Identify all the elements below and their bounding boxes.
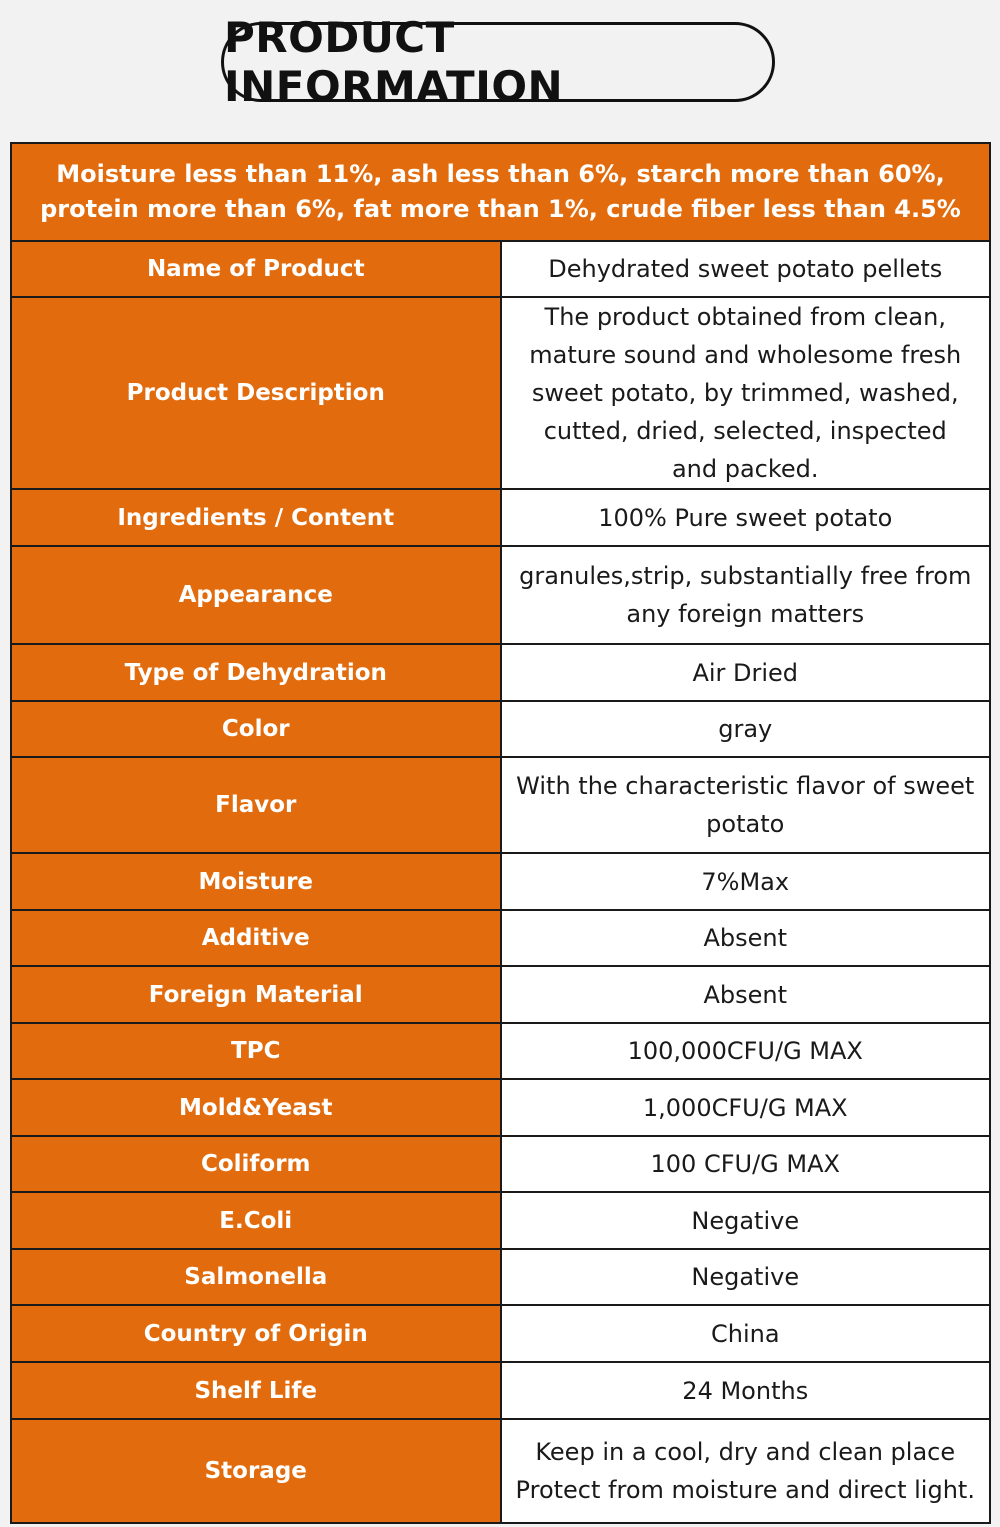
row-label: Moisture (11, 853, 501, 910)
row-label: Color (11, 701, 501, 757)
row-value: 100,000CFU/G MAX (501, 1023, 991, 1079)
row-label: Product Description (11, 297, 501, 489)
table-row (11, 1192, 990, 1249)
row-value: The product obtained from clean, mature sound and wholesome fresh sweet potato, by trimmed, washed, cutted, dried, selected, inspected and packed. (501, 297, 991, 489)
table-row (11, 1249, 990, 1305)
row-label: Foreign Material (11, 966, 501, 1023)
row-value: Absent (501, 910, 991, 966)
row-label: Storage (11, 1419, 501, 1523)
table-row (11, 297, 990, 489)
table-row (11, 1079, 990, 1136)
row-label: Shelf Life (11, 1362, 501, 1419)
table-row (11, 966, 990, 1023)
table-row (11, 1419, 990, 1523)
row-value: Dehydrated sweet potato pellets (501, 241, 991, 297)
row-label: Country of Origin (11, 1305, 501, 1362)
row-value: 100 CFU/G MAX (501, 1136, 991, 1192)
row-label: E.Coli (11, 1192, 501, 1249)
row-value: Absent (501, 966, 991, 1023)
row-label: Additive (11, 910, 501, 966)
table-row (11, 910, 990, 966)
storage-line: Protect from moisture and direct light. (515, 1476, 975, 1504)
table-row (11, 546, 990, 644)
product-spec-table (10, 142, 991, 1524)
table-row (11, 1305, 990, 1362)
row-value: 1,000CFU/G MAX (501, 1079, 991, 1136)
row-value: China (501, 1305, 991, 1362)
row-value: gray (501, 701, 991, 757)
row-value: 24 Months (501, 1362, 991, 1419)
table-row (11, 701, 990, 757)
page-header (0, 0, 1000, 130)
row-label: Appearance (11, 546, 501, 644)
row-label: Name of Product (11, 241, 501, 297)
row-value (501, 1419, 991, 1523)
banner-row (11, 143, 990, 241)
table-row (11, 241, 990, 297)
row-label: Salmonella (11, 1249, 501, 1305)
page-title: PRODUCT INFORMATION (221, 22, 775, 102)
table-row (11, 853, 990, 910)
row-label: Coliform (11, 1136, 501, 1192)
row-value: 7%Max (501, 853, 991, 910)
row-value: Negative (501, 1249, 991, 1305)
row-label: Ingredients / Content (11, 489, 501, 546)
table-row (11, 489, 990, 546)
row-value: Air Dried (501, 644, 991, 701)
table-row (11, 644, 990, 701)
table-row (11, 1362, 990, 1419)
row-value: Negative (501, 1192, 991, 1249)
row-label: Flavor (11, 757, 501, 853)
row-label: TPC (11, 1023, 501, 1079)
table-row (11, 757, 990, 853)
row-value: granules,strip, substantially free from any foreign matters (501, 546, 991, 644)
table-row (11, 1136, 990, 1192)
table-row (11, 1023, 990, 1079)
row-value: 100% Pure sweet potato (501, 489, 991, 546)
storage-line: Keep in a cool, dry and clean place (535, 1438, 956, 1466)
row-label: Mold&Yeast (11, 1079, 501, 1136)
row-label: Type of Dehydration (11, 644, 501, 701)
row-value: With the characteristic flavor of sweet potato (501, 757, 991, 853)
composition-banner: Moisture less than 11%, ash less than 6%, starch more than 60%, protein more than 6%, fat more than 1%, crude fiber less than 4.5% (11, 143, 990, 241)
